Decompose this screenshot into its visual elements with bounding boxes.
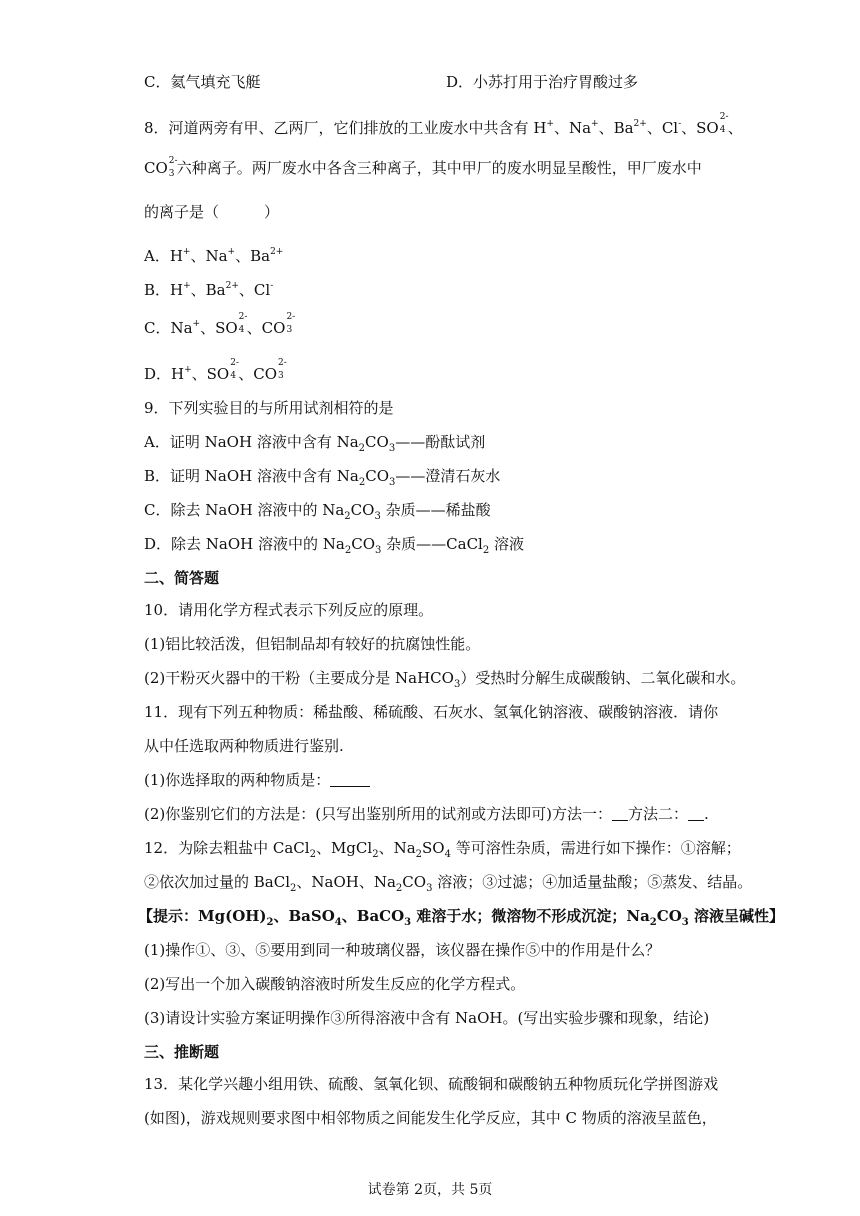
ion-charge: 2- bbox=[168, 156, 178, 166]
ion-stack bbox=[285, 314, 294, 334]
q8-stem-text: 六种离子。两厂废水中各含三种离子，其中甲厂的废水明显呈酸性，甲厂废水中 bbox=[176, 159, 702, 177]
option-text: CO bbox=[351, 535, 376, 553]
option-text: 、Ba bbox=[235, 247, 271, 265]
q7-option-c bbox=[144, 72, 639, 92]
answer-blank-method2[interactable] bbox=[688, 806, 704, 821]
q12-hint-text: 难溶于水；微溶物不形成沉淀；Na bbox=[411, 907, 650, 925]
formula-subscript: 2 bbox=[309, 849, 316, 860]
formula-subscript: 2 bbox=[415, 849, 423, 860]
q12-stem-line1 bbox=[144, 838, 741, 865]
option-text: D．除去 NaOH 溶液中的 Na bbox=[144, 535, 345, 553]
q9-option-d bbox=[144, 534, 524, 561]
ion-subscript: 3 bbox=[286, 325, 293, 335]
formula-subscript: 2 bbox=[344, 511, 351, 522]
q11-part2-text: (2)你鉴别它们的方法是：(只写出鉴别所用的试剂或方法即可)方法一： bbox=[144, 805, 612, 823]
q10-part2-text: (2)干粉灭火器中的干粉（主要成分是 NaHCO bbox=[144, 669, 454, 687]
ion-stack bbox=[238, 314, 247, 334]
formula-subscript: 3 bbox=[681, 917, 689, 928]
formula-subscript: 2 bbox=[344, 545, 352, 556]
q8-option-d bbox=[144, 360, 286, 384]
ion-charge: 2- bbox=[230, 358, 240, 368]
formula-subscript: 2 bbox=[358, 443, 366, 454]
ion-charge: - bbox=[270, 281, 274, 291]
q9-option-b bbox=[144, 466, 500, 493]
ion-charge: 2+ bbox=[270, 247, 284, 257]
q12-part1: (1)操作①、③、⑤要用到同一种玻璃仪器，该仪器在操作⑤中的作用是什么？ bbox=[144, 941, 661, 959]
formula-subscript: 3 bbox=[375, 545, 382, 556]
ion-charge: + bbox=[227, 247, 236, 257]
q7-option-d: D．小苏打用于治疗胃酸过多 bbox=[446, 73, 639, 91]
ion-subscript: 3 bbox=[278, 371, 284, 381]
ion-charge: 2+ bbox=[225, 281, 239, 291]
q12-part2: (2)写出一个加入碳酸钠溶液时所发生反应的化学方程式。 bbox=[144, 975, 526, 993]
q7-option-c-text: C．氦气填充飞艇 bbox=[144, 73, 261, 91]
formula-subscript: 3 bbox=[453, 679, 461, 690]
q12-text: 、MgCl bbox=[315, 839, 373, 857]
q9-option-c bbox=[144, 500, 491, 527]
formula-subscript: 3 bbox=[388, 443, 396, 454]
q12-hint bbox=[138, 906, 784, 933]
option-text: B．证明 NaOH 溶液中含有 Na bbox=[144, 467, 359, 485]
q10-stem: 10．请用化学方程式表示下列反应的原理。 bbox=[144, 601, 434, 619]
ion-charge: + bbox=[591, 119, 599, 129]
q12-stem-line2 bbox=[144, 872, 752, 899]
section-heading-inference: 三、推断题 bbox=[144, 1043, 220, 1061]
option-text: 溶液 bbox=[489, 535, 525, 553]
ion-stack bbox=[277, 360, 286, 380]
option-text: D．H bbox=[144, 365, 185, 383]
ion-charge: 2+ bbox=[633, 119, 647, 129]
option-text: CO bbox=[365, 433, 389, 451]
q13-stem-line1: 13．某化学兴趣小组用铁、硫酸、氢氧化钡、硫酸铜和碳酸钠五种物质玩化学拼图游戏 bbox=[144, 1075, 719, 1093]
q11-part1 bbox=[144, 770, 370, 790]
q11-part2-text: . bbox=[703, 805, 709, 823]
q12-text: 、Na bbox=[378, 839, 416, 857]
ion-subscript: 4 bbox=[238, 325, 245, 335]
formula-subscript: 2 bbox=[358, 477, 366, 488]
answer-blank[interactable] bbox=[330, 772, 370, 787]
option-text: CO bbox=[350, 501, 375, 519]
formula-subscript: 2 bbox=[372, 849, 379, 860]
formula-subscript: 3 bbox=[389, 477, 396, 488]
option-text: C．除去 NaOH 溶液中的 Na bbox=[144, 501, 345, 519]
q11-part1-text: (1)你选择取的两种物质是： bbox=[144, 771, 331, 789]
formula-subscript: 2 bbox=[290, 883, 297, 894]
q8-option-b bbox=[144, 276, 273, 300]
formula-subscript: 2 bbox=[482, 545, 490, 556]
ion-subscript: 4 bbox=[719, 125, 726, 135]
q8-option-a bbox=[144, 242, 283, 266]
formula-subscript: 2 bbox=[649, 917, 657, 928]
q11-part2-text: 方法二： bbox=[627, 805, 688, 823]
ion-charge: + bbox=[546, 119, 554, 129]
ion-charge: 2- bbox=[286, 312, 296, 322]
option-text: 、Ba bbox=[190, 281, 226, 299]
ion-charge: + bbox=[192, 319, 201, 329]
option-text: A．证明 NaOH 溶液中含有 Na bbox=[144, 433, 359, 451]
q11-part2 bbox=[144, 804, 709, 824]
formula-subscript: 4 bbox=[444, 849, 451, 860]
q12-hint-text: 、BaCO bbox=[341, 907, 405, 925]
q8-stem-text: 8．河道两旁有甲、乙两厂，它们排放的工业废水中共含有 H bbox=[144, 119, 547, 137]
q8-stem-text: CO bbox=[144, 159, 168, 177]
q12-text: 12．为除去粗盐中 CaCl bbox=[144, 839, 310, 857]
option-text: 、CO bbox=[246, 319, 286, 337]
ion-stack bbox=[229, 360, 238, 380]
q11-stem-line1: 11．现有下列五种物质：稀盐酸、稀硫酸、石灰水、氢氧化钠溶液、碳酸钠溶液．请你 bbox=[144, 703, 719, 721]
q12-part3: (3)请设计实验方案证明操作③所得溶液中含有 NaOH。(写出实验步骤和现象，结论) bbox=[144, 1009, 710, 1027]
q12-text: 溶液；③过滤；④加适量盐酸；⑤蒸发、结晶。 bbox=[432, 873, 753, 891]
ion-charge: 2- bbox=[719, 112, 729, 122]
ion-stack bbox=[168, 158, 177, 178]
q10-part2 bbox=[144, 668, 745, 695]
ion-charge: + bbox=[182, 247, 191, 257]
q12-hint-text: CO bbox=[656, 907, 682, 925]
option-text: C．Na bbox=[144, 319, 193, 337]
q13-stem-line2: (如图)，游戏规则要求图中相邻物质之间能发生化学反应，其中 C 物质的溶液呈蓝色， bbox=[144, 1109, 717, 1127]
ion-charge: 2- bbox=[278, 358, 287, 368]
ion-stack bbox=[719, 114, 728, 134]
ion-subscript: 4 bbox=[230, 371, 236, 381]
formula-subscript: 4 bbox=[334, 917, 342, 928]
formula-subscript: 3 bbox=[374, 511, 381, 522]
ion-charge: + bbox=[183, 281, 191, 291]
ion-charge: - bbox=[678, 119, 682, 129]
q8-stem-line1 bbox=[144, 114, 743, 138]
ion-charge: 2- bbox=[238, 312, 248, 322]
option-text: 、SO bbox=[200, 319, 238, 337]
q9-stem: 9．下列实验目的与所用试剂相符的是 bbox=[144, 399, 394, 417]
option-text: 、CO bbox=[238, 365, 278, 383]
option-text: 、Na bbox=[190, 247, 228, 265]
q9-option-a bbox=[144, 432, 485, 459]
q8-option-c bbox=[144, 314, 294, 338]
formula-subscript: 3 bbox=[404, 917, 412, 928]
option-text: ——澄清石灰水 bbox=[395, 467, 501, 485]
q8-stem-line2 bbox=[144, 158, 702, 178]
q8-stem-text: 、 bbox=[727, 119, 743, 137]
page-footer: 试卷第 2页，共 5页 bbox=[367, 1182, 493, 1198]
q8-stem-text: 、SO bbox=[681, 119, 719, 137]
option-text: CO bbox=[365, 467, 389, 485]
q12-hint-text: 【提示：Mg(OH) bbox=[138, 907, 267, 925]
option-text: 、SO bbox=[191, 365, 230, 383]
q12-text: CO bbox=[402, 873, 427, 891]
q11-stem-line2: 从中任选取两种物质进行鉴别. bbox=[144, 737, 344, 755]
option-text: 杂质——稀盐酸 bbox=[380, 501, 491, 519]
option-text: B．H bbox=[144, 281, 184, 299]
q8-stem-text: 、Na bbox=[553, 119, 592, 137]
q12-text: ②依次加过量的 BaCl bbox=[144, 873, 291, 891]
section-heading-short-answer: 二、简答题 bbox=[144, 569, 220, 587]
q8-stem-text: 、Ba bbox=[598, 119, 634, 137]
option-text: 、Cl bbox=[238, 281, 271, 299]
q12-hint-text: 溶液呈碱性】 bbox=[688, 907, 784, 925]
q12-text: 等可溶性杂质，需进行如下操作：①溶解； bbox=[450, 839, 741, 857]
answer-blank-method1[interactable] bbox=[612, 806, 628, 821]
formula-subscript: 2 bbox=[395, 883, 403, 894]
q10-part1: (1)铝比较活泼，但铝制品却有较好的抗腐蚀性能。 bbox=[144, 635, 481, 653]
q8-stem-text: 、Cl bbox=[646, 119, 679, 137]
ion-charge: + bbox=[184, 365, 192, 375]
option-text: A．H bbox=[144, 247, 183, 265]
ion-subscript: 3 bbox=[168, 169, 175, 179]
q12-text: 、NaOH、Na bbox=[296, 873, 396, 891]
q8-stem-line3: 的离子是（ ） bbox=[144, 203, 280, 221]
option-text: 杂质——CaCl bbox=[381, 535, 483, 553]
formula-subscript: 2 bbox=[266, 917, 274, 928]
formula-subscript: 3 bbox=[426, 883, 433, 894]
q12-text: SO bbox=[422, 839, 445, 857]
q10-part2-text: ）受热时分解生成碳酸钠、二氧化碳和水。 bbox=[460, 669, 746, 687]
option-text: ——酚酞试剂 bbox=[395, 433, 486, 451]
q12-hint-text: 、BaSO bbox=[273, 907, 335, 925]
